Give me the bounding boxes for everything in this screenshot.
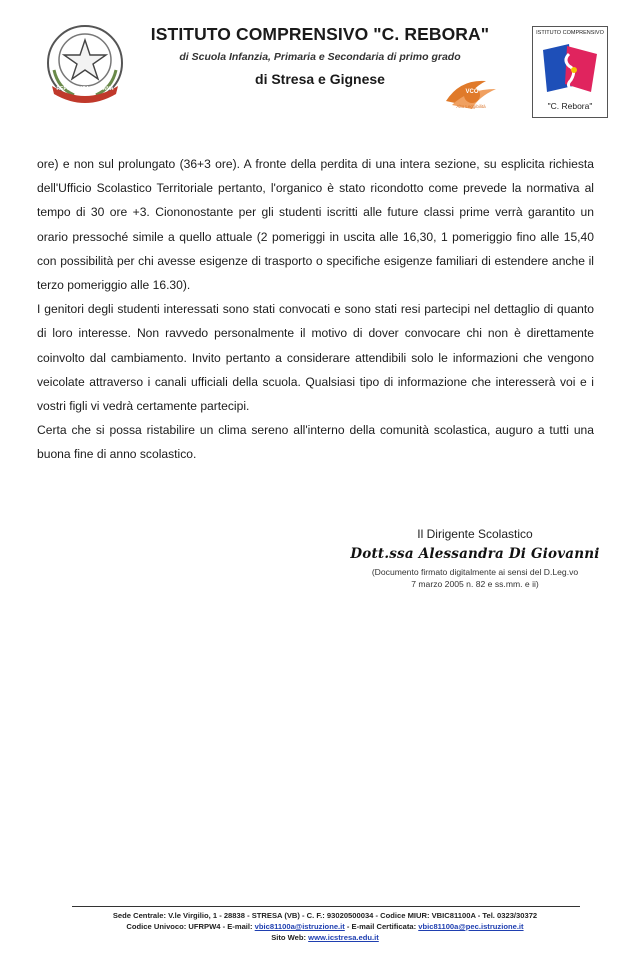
website-link[interactable]: www.icstresa.edu.it <box>308 933 379 942</box>
paragraph: ore) e non sul prolungato (36+3 ore). A fronte della perdita di una intera sezione, su esplicita richiesta dell'Ufficio Scolastico Territoriale pertanto, l'organico è stato ricondotto come prevede la normativa al tempo di 30 ore +3. Ciononostante per gli studenti iscritti alle future classi prime verrà garantito un orario pressoché simile a quello attuale (2 pomeriggi in uscita alle 16,30, 1 pomeriggio fino alle 15,40 con possibilità per chi avesse esigenze di trasporto o specifiche esigenze familiari di estendere anche il terzo pomeriggio alle 16.30). <box>37 157 594 293</box>
vco-logo-caption: Alto Leggibilità <box>456 104 486 109</box>
signature-note-line1: (Documento firmato digitalmente ai sensi del D.Leg.vo <box>371 567 579 577</box>
footer-contacts <box>60 921 590 932</box>
paragraph: Certa che si possa ristabilire un clima sereno all'interno della comunità scolastica, auguro a tutti una buona fine di anno scolastico. <box>37 423 594 462</box>
pec-email-link[interactable]: vbic81100a@pec.istruzione.it <box>418 922 524 931</box>
signature-block <box>350 526 600 590</box>
letter-body <box>37 152 594 467</box>
school-logo-name: "C. Rebora" <box>547 101 593 111</box>
paragraph: I genitori degli studenti interessati sono stati convocati e sono stati resi partecipi nel dettaglio di quanto di loro interesse. Non ravvedo personalmente il motivo di dover convocare chi non è direttamente coinvolto dal cambiamento. Invito pertanto a considerare attendibili solo le informazioni che vengono veicolate attraverso i canali ufficiali della scuola. Qualsiasi tipo di informazione che interesserà voi e i vostri figli vi vedrà certamente partecipi. <box>37 302 594 414</box>
emblem-ribbon-text: REPUBBLICA ITALIANA <box>56 86 114 92</box>
italian-republic-emblem-icon <box>44 22 126 104</box>
school-logo-art <box>539 40 601 98</box>
school-town: di Stresa e Gignese <box>255 71 385 87</box>
email-link[interactable]: vbic81100a@istruzione.it <box>254 922 345 931</box>
footer-pec-label: - E-mail Certificata: <box>344 922 419 931</box>
handwritten-signature: Dott.ssa Alessandra Di Giovanni <box>350 546 600 562</box>
school-logo-icon <box>532 26 608 118</box>
school-title: ISTITUTO COMPRENSIVO "C. REBORA" <box>150 24 490 44</box>
footer-address: Sede Centrale: V.le Virgilio, 1 - 28838 - STRESA (VB) - C. F.: 93020500034 - Codice MIUR: VBIC81100A - Tel. 0323/30372 <box>112 911 538 920</box>
footer <box>60 910 590 943</box>
footer-code-label: Codice Univoco: UFRPW4 - E-mail: <box>126 922 255 931</box>
vco-logo-text: VCO <box>465 89 479 95</box>
signature-role: Il Dirigente Scolastico <box>417 527 533 541</box>
footer-website <box>60 932 590 943</box>
footer-divider <box>72 906 580 907</box>
school-logo-top-text: ISTITUTO COMPRENSIVO <box>536 30 604 36</box>
footer-website-label: Sito Web: <box>271 933 309 942</box>
letterhead <box>0 0 628 125</box>
signature-note-line2: 7 marzo 2005 n. 82 e ss.mm. e ii) <box>411 579 539 589</box>
school-subtitle: di Scuola Infanzia, Primaria e Secondaria di primo grado <box>179 51 461 63</box>
signature-note <box>350 566 600 590</box>
